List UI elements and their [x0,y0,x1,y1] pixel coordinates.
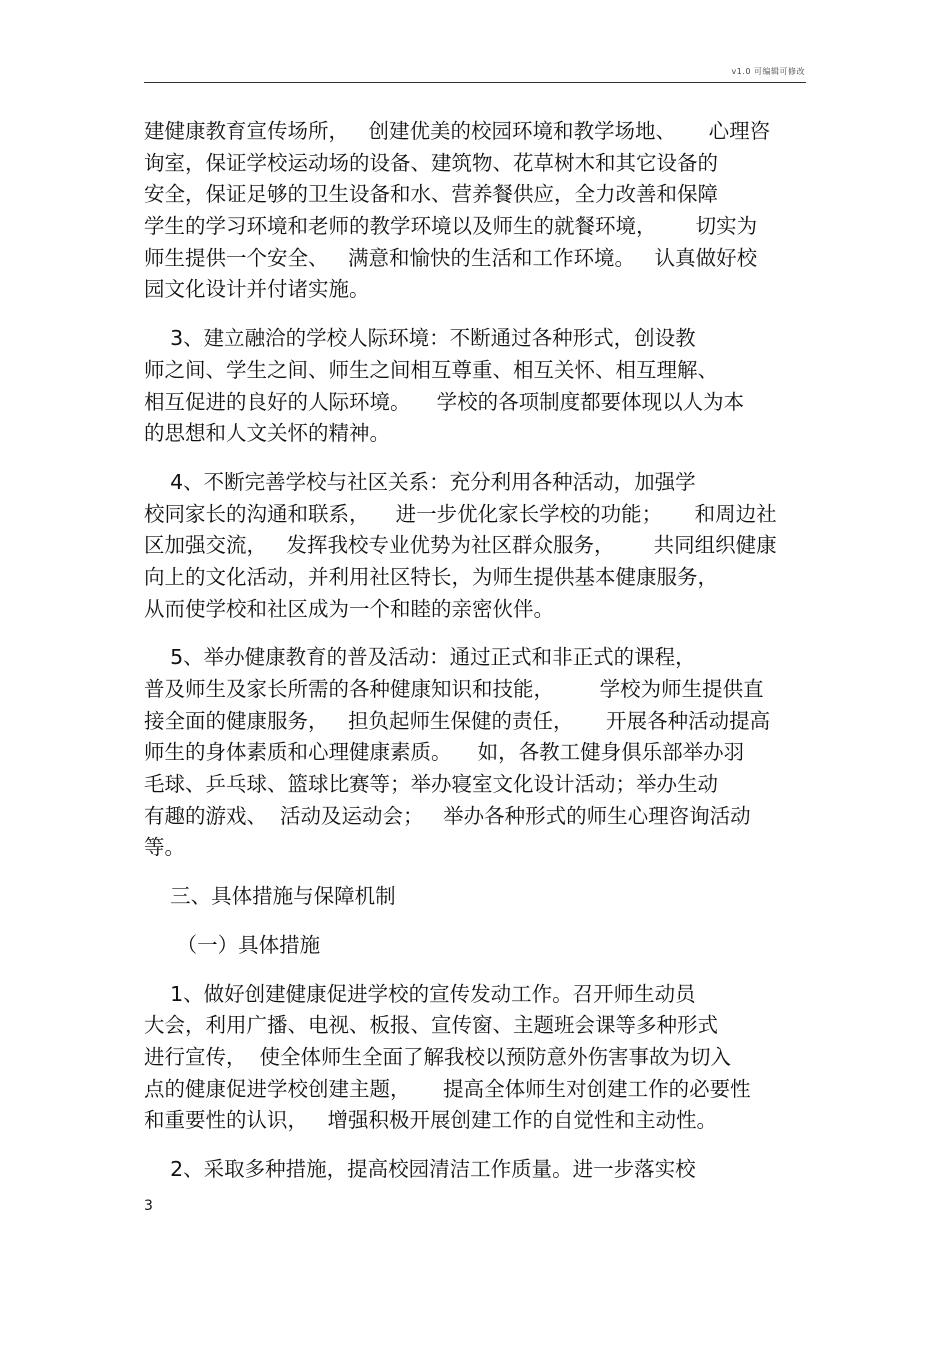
text-line: 学生的学习环境和老师的教学环境以及师生的就餐环境， 切实为 [144,214,758,239]
text-line: 2、采取多种措施，提高校园清洁工作质量。进一步落实校 [144,1156,696,1181]
text-line: 1、做好创建健康促进学校的宣传发动工作。召开师生动员 [144,981,696,1006]
paragraph-spacer [144,962,806,979]
paragraph [144,979,806,1137]
paragraph-spacer [144,306,806,323]
paragraph-spacer [144,625,806,642]
text-line: 师生的身体素质和心理健康素质。 如，各教工健身俱乐部举办羽 [144,740,745,765]
paragraph [144,116,806,306]
header-version-note: v1.0 可编辑可修改 [731,67,805,76]
page-number: 3 [144,1198,153,1214]
text-line: 点的健康促进学校创建主题， 提高全体师生对创建工作的必要性 [144,1076,751,1101]
text-line: 有趣的游戏、 活动及运动会； 举办各种形式的师生心理咨询活动 [144,803,751,828]
paragraph-spacer [144,1137,806,1154]
text-line: 从而使学校和社区成为一个和睦的亲密伙伴。 [144,596,554,621]
text-line: 园文化设计并付诸实施。 [144,277,370,302]
text-line: 安全，保证足够的卫生设备和水、营养餐供应，全力改善和保障 [144,182,718,207]
text-line: 和重要性的认识， 增强积极开展创建工作的自觉性和主动性。 [144,1108,718,1133]
paragraph [144,642,806,864]
text-line: （一）具体措施 [144,932,321,957]
text-line: 的思想和人文关怀的精神。 [144,421,390,446]
text-line: 4、不断完善学校与社区关系：充分利用各种活动，加强学 [144,469,696,494]
header-divider [144,82,806,83]
paragraph [144,881,806,913]
text-line: 师之间、学生之间、师生之间相互尊重、相互关怀、相互理解、 [144,357,718,382]
text-line: 普及师生及家长所需的各种健康知识和技能， 学校为师生提供直 [144,677,764,701]
text-line: 向上的文化活动，并利用社区特长，为师生提供基本健康服务， [144,564,718,589]
text-line: 接全面的健康服务， 担负起师生保健的责任， 开展各种活动提高 [144,708,771,733]
text-line: 进行宣传， 使全体师生全面了解我校以预防意外伤害事故为切入 [144,1044,732,1069]
text-line: 5、举办健康教育的普及活动：通过正式和非正式的课程， [144,645,696,670]
paragraph [144,930,806,962]
document-body [144,116,806,1186]
paragraph-spacer [144,450,806,467]
paragraph [144,323,806,450]
text-line: 大会，利用广播、电视、板报、宣传窗、主题班会课等多种形式 [144,1013,718,1038]
text-line: 相互促进的良好的人际环境。 学校的各项制度都要体现以人为本 [144,389,745,414]
paragraph [144,1154,806,1186]
text-line: 询室，保证学校运动场的设备、建筑物、花草树木和其它设备的 [144,150,718,175]
paragraph [144,467,806,625]
text-line: 建健康教育宣传场所， 创建优美的校园环境和教学场地、 心理咨 [144,119,771,143]
text-line: 等。 [144,835,185,860]
text-line: 3、建立融洽的学校人际环境：不断通过各种形式，创设教 [144,326,696,351]
text-line: 毛球、乒乓球、篮球比赛等；举办寝室文化设计活动；举办生动 [144,772,718,797]
text-line: 校同家长的沟通和联系， 进一步优化家长学校的功能； 和周边社 [144,501,777,526]
paragraph-spacer [144,913,806,930]
text-line: 区加强交流， 发挥我校专业优势为社区群众服务， 共同组织健康 [144,533,777,558]
text-line: 三、具体措施与保障机制 [144,884,396,909]
text-line: 师生提供一个安全、 满意和愉快的生活和工作环境。 认真做好校 [144,245,758,270]
paragraph-spacer [144,864,806,881]
